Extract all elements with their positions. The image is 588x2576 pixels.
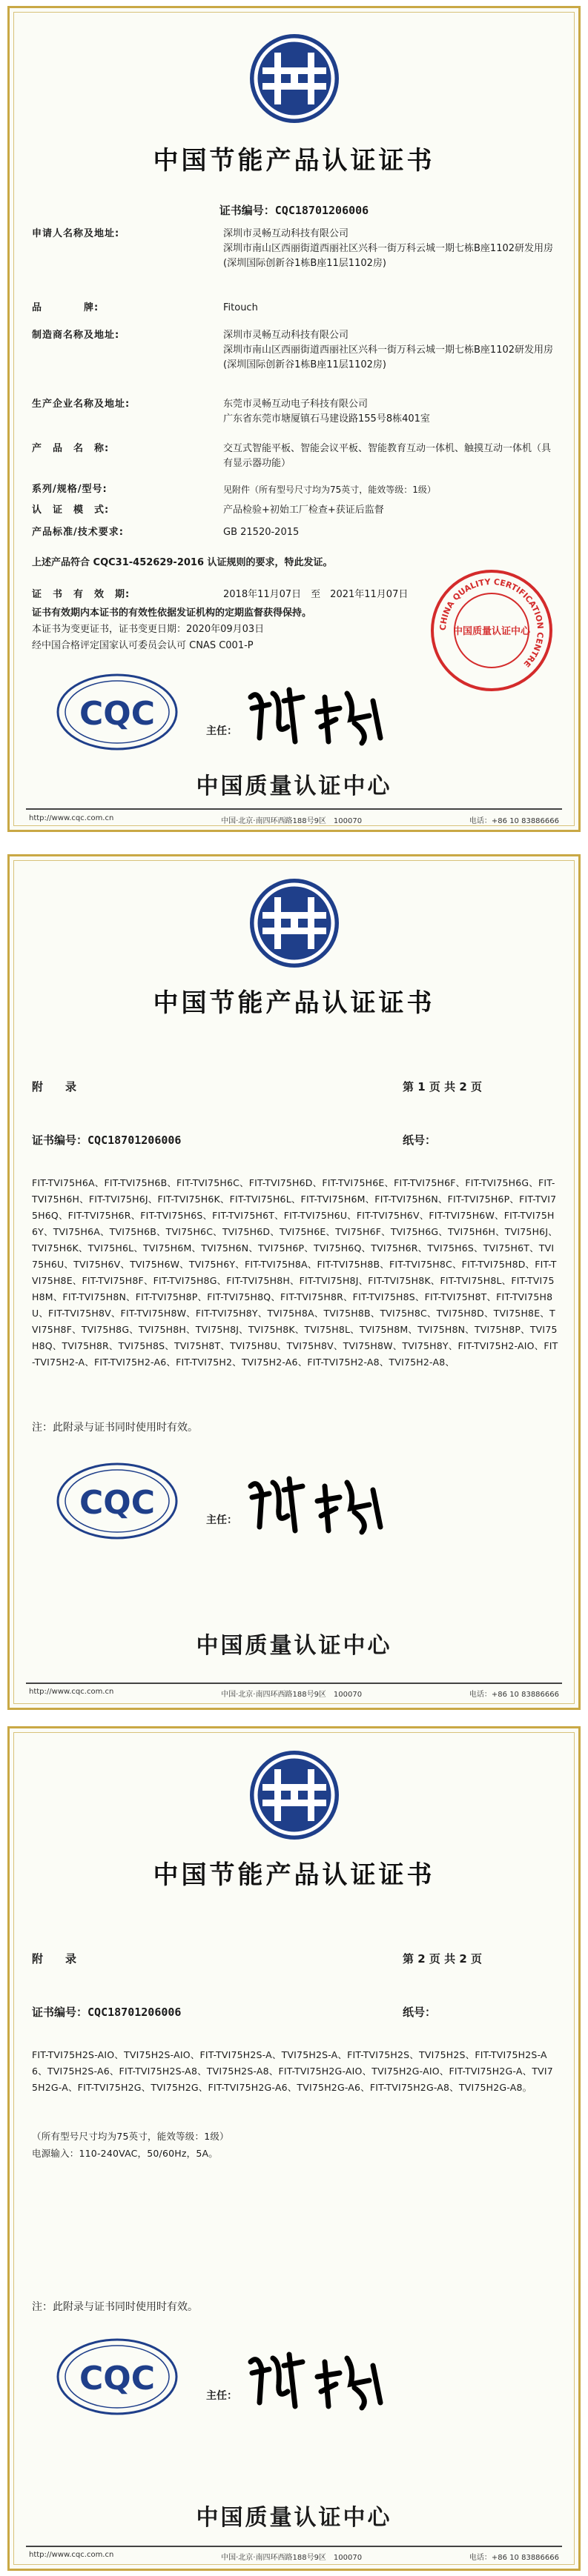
director-signature (243, 675, 392, 749)
manufacturer-address: 深圳市南山区西丽街道西丽社区兴科一街万科云城一期七栋B座1102研发用房(深圳国际创新谷1栋B座11层1102房) (223, 345, 554, 370)
footer-website: http://www.cqc.com.cn (29, 814, 114, 822)
applicant-field (32, 227, 556, 271)
applicant-address: 深圳市南山区西丽街道西丽社区兴科一街万科云城一期七栋B座1102研发用房(深圳国际创新谷1栋B座11层1102房) (223, 243, 554, 269)
director-signature (243, 2340, 392, 2414)
model-label: 系列/规格/型号: (32, 484, 108, 495)
certificate-annex-page-1 (7, 854, 581, 1710)
certificate-title: 中国节能产品认证证书 (153, 1860, 435, 1890)
annex-note: 注：此附录与证书同时使用时有效。 (32, 2301, 198, 2313)
footer-address: 中国·北京·南四环西路188号9区 100070 (221, 2554, 363, 2562)
validity-note: 证书有效期内本证书的有效性依据发证机构的定期监督获得保持。 (32, 608, 312, 619)
size-note: （所有型号尺寸均为75英寸，能效等级：1级） (32, 2131, 229, 2142)
manufacturer-field (32, 328, 556, 373)
annex-note: 注：此附录与证书同时使用时有效。 (32, 1422, 198, 1434)
cert-no-value: CQC18701206006 (87, 2006, 182, 2019)
footer-address: 中国·北京·南四环西路188号9区 100070 (221, 1691, 363, 1699)
footer-phone: 电话：+86 10 83886666 (469, 1691, 559, 1699)
product-label: 产 品 名 称: (32, 443, 110, 454)
factory-address: 广东省东莞市塘厦镇石马建设路155号8栋401室 (223, 413, 430, 425)
footer-divider (26, 808, 562, 810)
page-indicator: 第 1 页 共 2 页 (403, 1080, 482, 1094)
cqc-logo-text: CQC (79, 1484, 155, 1522)
model-list: FIT-TVI75H2S-AIO、TVI75H2S-AIO、FIT-TVI75H2S-A、TVI75H2S-A、FIT-TVI75H2S、TVI75H2S、FIT-TVI75H2S-A6、TVI75H2S-A6、FIT-TVI75H2S-A8、TVI75H2S-A8、FIT-TVI75H2G-AIO、TVI75H2G-AIO、FIT-TVI75H2G-A、TVI75H2G-A、FIT-TVI75H2G、TVI75H2G、FIT-TVI75H2G-A6、TVI75H2G-A6、FIT-TVI75H2G-A8、TVI75H2G-A8。 (32, 2049, 553, 2093)
cqc-logo-icon (54, 2336, 180, 2417)
power-note: 电源输入：110-240VAC，50/60Hz，5A。 (32, 2148, 218, 2159)
manufacturer-label: 制造商名称及地址: (32, 330, 120, 341)
cqc-logo-icon (54, 1460, 180, 1542)
certificate-title: 中国节能产品认证证书 (153, 146, 435, 176)
factory-label: 生产企业名称及地址: (32, 399, 131, 410)
certificate-annex-page-2 (7, 1726, 581, 2571)
model-value: 见附件（所有型号尺寸均为75英寸，能效等级：1级） (223, 485, 436, 495)
director-label: 主任： (206, 725, 237, 737)
change-note: 本证书为变更证书，证书变更日期：2020年09月03日 (32, 624, 265, 635)
cert-no-label: 证书编号： (32, 2006, 88, 2019)
accreditation-note: 经中国合格评定国家认可委员会认可 CNAS C001-P (32, 640, 254, 651)
footer-address: 中国·北京·南四环西路188号9区 100070 (221, 817, 363, 825)
cert-no-value: CQC18701206006 (274, 204, 369, 217)
annex-label: 附 录 (32, 1952, 77, 1966)
cqc-emblem-icon (246, 1747, 343, 1843)
manufacturer-name: 深圳市灵畅互动科技有限公司 (223, 330, 349, 341)
product-field (32, 442, 556, 471)
cqc-logo-text: CQC (79, 2360, 155, 2397)
footer-phone: 电话：+86 10 83886666 (469, 2554, 559, 2562)
mode-label: 认 证 模 式: (32, 505, 110, 516)
director-signature (243, 1464, 392, 1538)
brand-value: Fitouch (223, 302, 258, 313)
cqc-logo-icon (54, 671, 180, 753)
official-red-stamp (429, 568, 555, 693)
footer-divider (26, 2546, 562, 2547)
cqc-logo-text: CQC (79, 695, 155, 733)
standard-value: GB 21520-2015 (223, 527, 300, 538)
footer-phone: 电话：+86 10 83886666 (469, 817, 559, 825)
paper-no-label: 纸号： (403, 2006, 437, 2019)
paper-no-label: 纸号： (403, 1134, 437, 1147)
cqc-emblem-icon (246, 875, 343, 971)
stamp-ring-text: CHINA QUALITY CERTIFICATION CENTRE (437, 576, 546, 669)
footer (29, 814, 559, 825)
certificate-title: 中国节能产品认证证书 (153, 988, 435, 1018)
validity-value: 2018年11月07日 至 2021年11月07日 (223, 589, 409, 600)
director-label: 主任： (206, 2390, 237, 2402)
applicant-name: 深圳市灵畅互动科技有限公司 (223, 228, 349, 239)
issuer-name: 中国质量认证中心 (196, 773, 392, 799)
standard-label: 产品标准/技术要求: (32, 527, 124, 538)
footer (29, 2551, 559, 2562)
factory-field (32, 397, 556, 427)
stamp-inner-text: 中国质量认证中心 (452, 626, 531, 637)
standard-field (32, 525, 556, 540)
brand-field (32, 301, 556, 316)
applicant-label: 申请人名称及地址: (32, 228, 120, 239)
cqc-emblem-icon (246, 30, 343, 127)
issuer-name: 中国质量认证中心 (196, 1633, 392, 1659)
annex-label: 附 录 (32, 1080, 77, 1094)
svg-text:CHINA QUALITY CERTIFICATION CE (438, 577, 545, 669)
mode-value: 产品检验+初始工厂检查+获证后监督 (223, 505, 384, 516)
cert-no-value: CQC18701206006 (87, 1134, 182, 1147)
factory-name: 东莞市灵畅互动电子科技有限公司 (223, 399, 369, 410)
director-label: 主任： (206, 1514, 237, 1526)
issuer-name: 中国质量认证中心 (196, 2505, 392, 2531)
footer (29, 1688, 559, 1699)
validity-label: 证 书 有 效 期: (32, 589, 131, 600)
cert-no-label: 证书编号： (219, 204, 275, 217)
conformity-statement: 上述产品符合 CQC31-452629-2016 认证规则的要求，特此发证。 (32, 557, 333, 568)
page-indicator: 第 2 页 共 2 页 (403, 1952, 482, 1966)
brand-label: 品 牌: (32, 302, 99, 313)
certificate-page-1 (7, 6, 581, 832)
mode-field (32, 503, 556, 518)
cert-no-label: 证书编号： (32, 1134, 88, 1147)
footer-website: http://www.cqc.com.cn (29, 1688, 114, 1696)
product-value: 交互式智能平板、智能会议平板、智能教育互动一体机、触摸互动一体机（具有显示器功能） (223, 443, 552, 469)
certificate-number (10, 202, 578, 218)
footer-website: http://www.cqc.com.cn (29, 2551, 114, 2559)
footer-divider (26, 1683, 562, 1684)
model-field (32, 482, 556, 497)
model-list: FIT-TVI75H6A、FIT-TVI75H6B、FIT-TVI75H6C、FIT-TVI75H6D、FIT-TVI75H6E、FIT-TVI75H6F、FIT-TVI75H6G、FIT-TVI75H6H、FIT-TVI75H6J、FIT-TVI75H6K、FIT-TVI75H6L、FIT-TVI75H6M、FIT-TVI75H6N、FIT-TVI75H6P、FIT-TVI75H6Q、FIT-TVI75H6R、FIT-TVI75H6S、FIT-TVI75H6T、FIT-TVI75H6U、FIT-TVI75H6V、FIT-TVI75H6W、FIT-TVI75H6Y、TVI75H6A、TVI75H6B、TVI75H6C、TVI75H6D、TVI75H6E、TVI75H6F、TVI75H6G、TVI75H6H、TVI75H6J、TVI75H6K、TVI75H6L、TVI75H6M、TVI75H6N、TVI75H6P、TVI75H6Q、TVI75H6R、TVI75H6S、TVI75H6T、TVI75H6U、TVI75H6V、TVI75H6W、TVI75H6Y、FIT-TVI75H8A、FIT-TVI75H8B、FIT-TVI75H8C、FIT-TVI75H8D、FIT-TVI75H8E、FIT-TVI75H8F、FIT-TVI75H8G、FIT-TVI75H8H、FIT-TVI75H8J、FIT-TVI75H8K、FIT-TVI75H8L、FIT-TVI75H8M、FIT-TVI75H8N、FIT-TVI75H8P、FIT-TVI75H8Q、FIT-TVI75H8R、FIT-TVI75H8S、FIT-TVI75H8T、FIT-TVI75H8U、FIT-TVI75H8V、FIT-TVI75H8W、FIT-TVI75H8Y、TVI75H8A、TVI75H8B、TVI75H8C、TVI75H8D、TVI75H8E、TVI75H8F、TVI75H8G、TVI75H8H、TVI75H8J、TVI75H8K、TVI75H8L、TVI75H8M、TVI75H8N、TVI75H8P、TVI75H8Q、TVI75H8R、TVI75H8S、TVI75H8T、TVI75H8U、TVI75H8V、TVI75H8W、TVI75H8Y、FIT-TVI75H2-AIO、FIT-TVI75H2-A、FIT-TVI75H2-A6、FIT-TVI75H2、TVI75H2-A6、FIT-TVI75H2-A8、TVI75H2-A8、 (32, 1177, 558, 1368)
